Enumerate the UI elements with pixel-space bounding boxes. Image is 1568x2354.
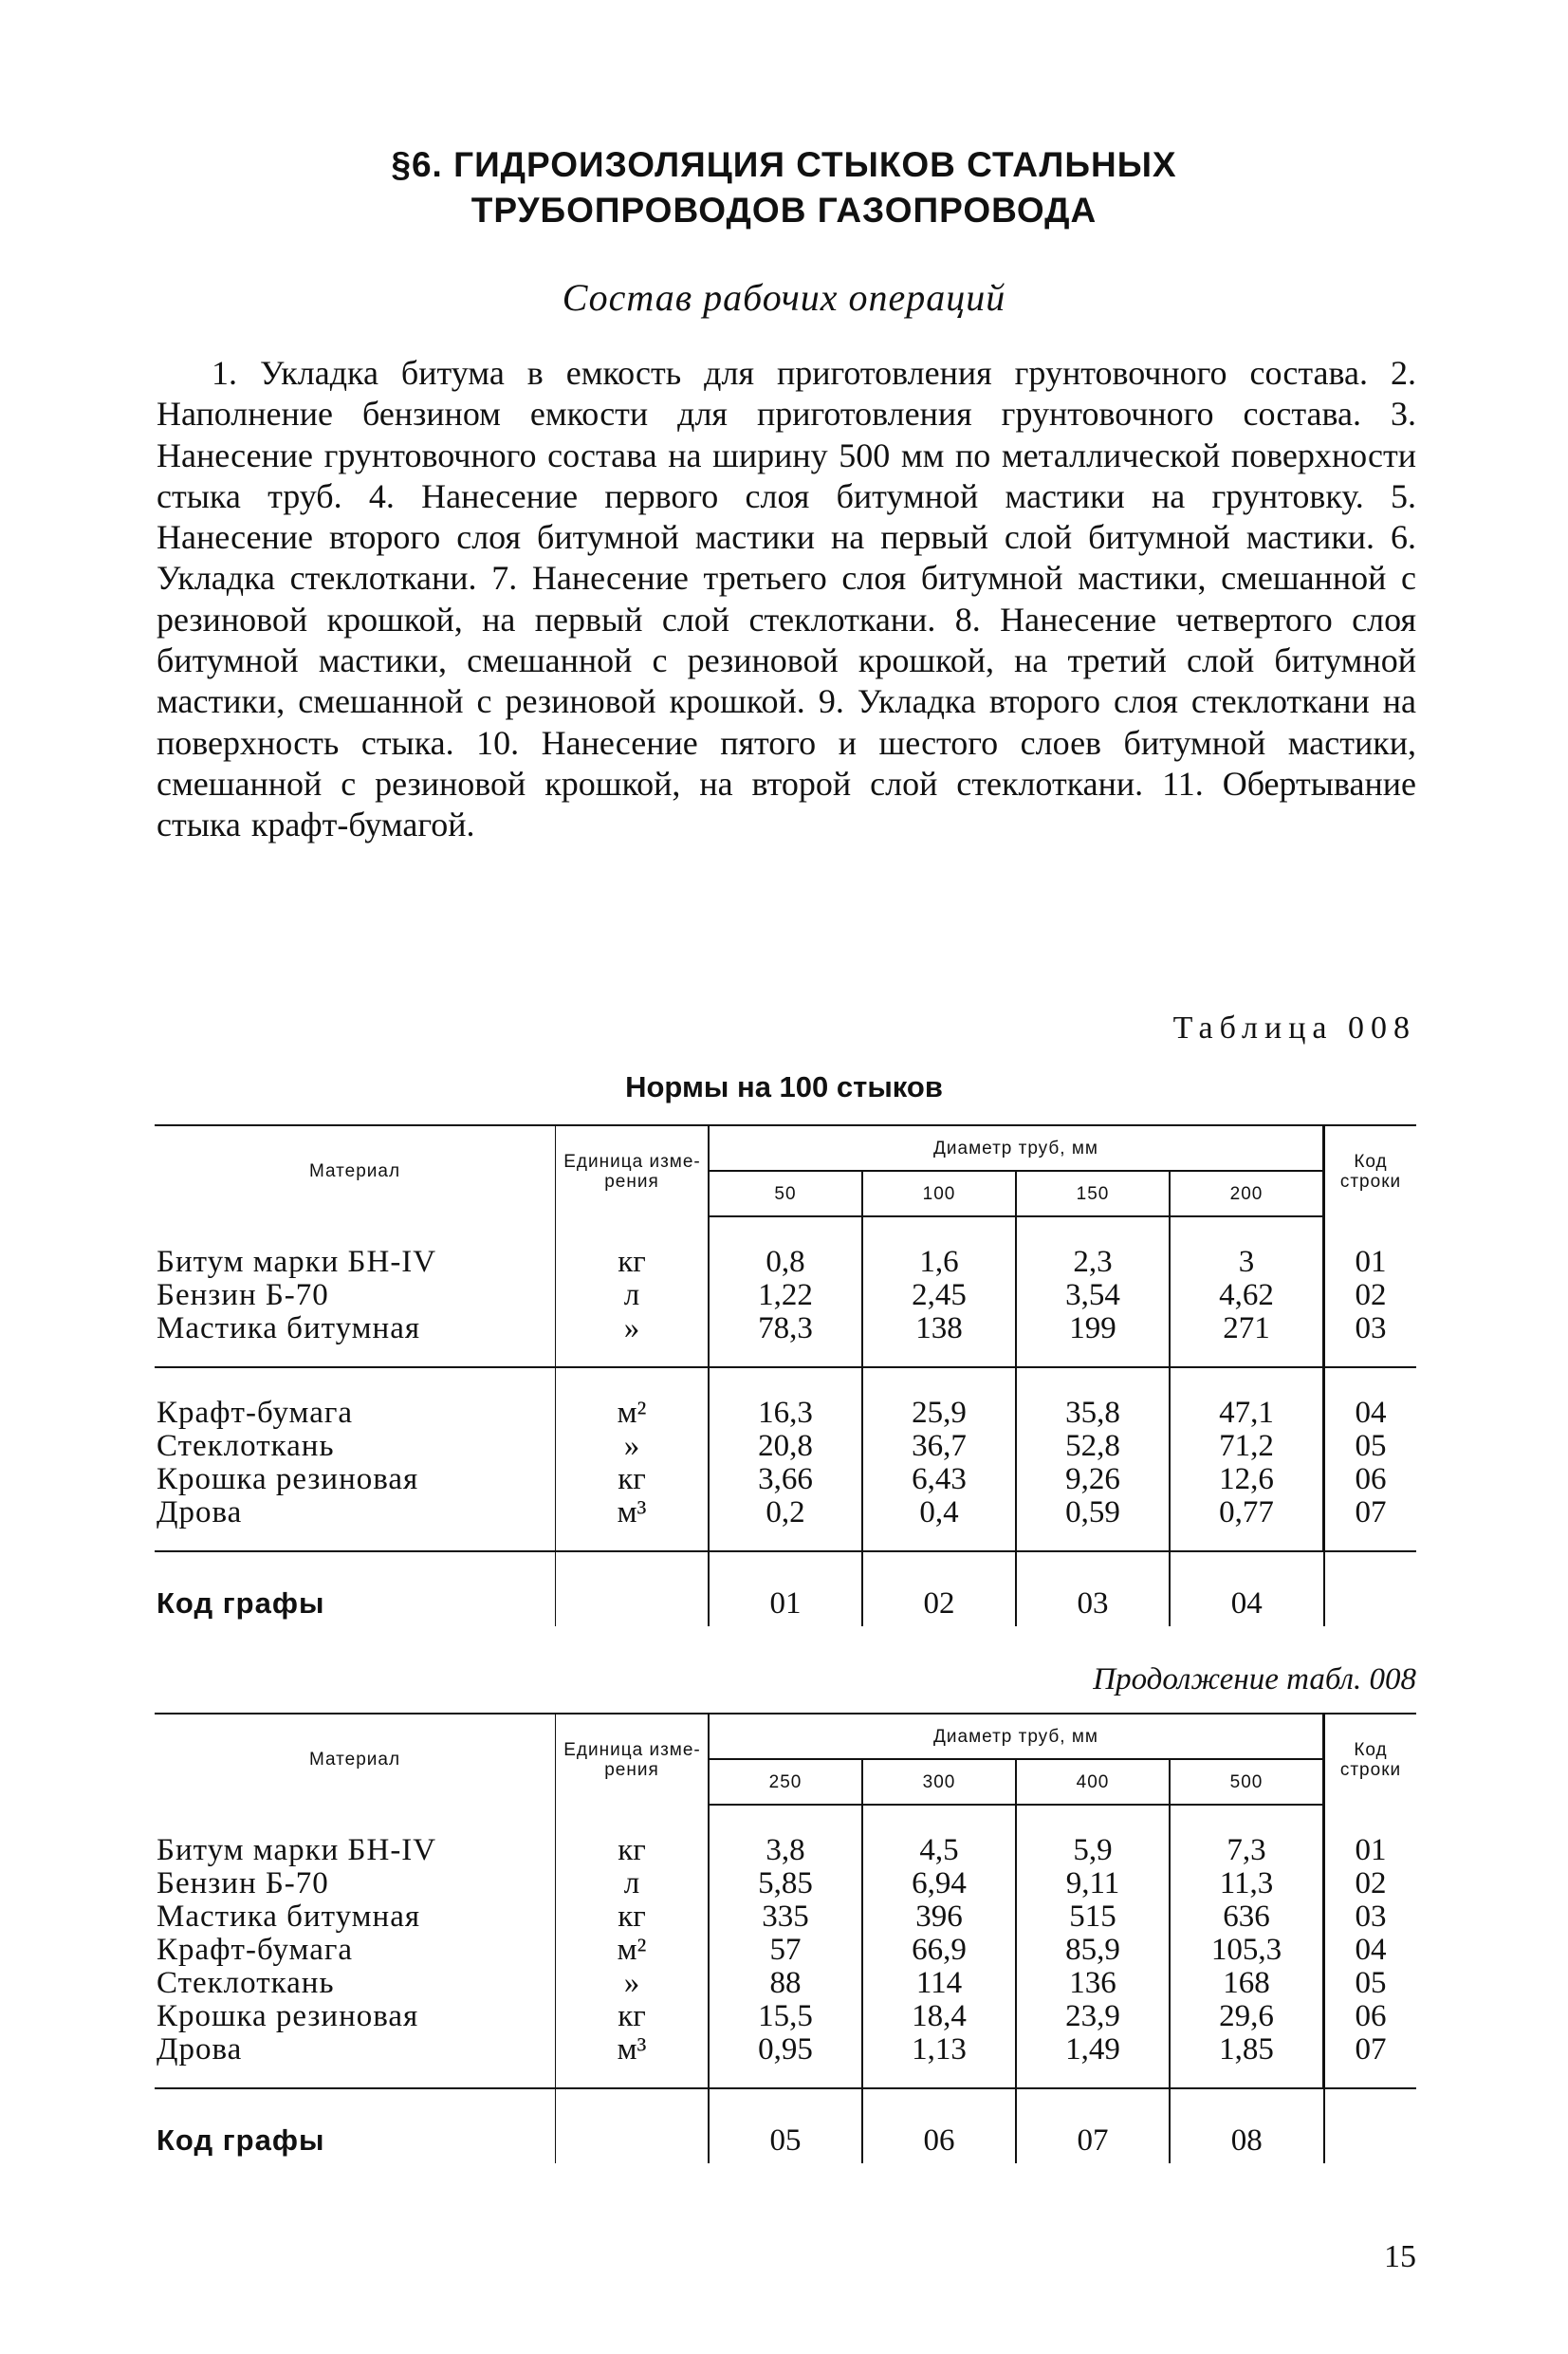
value-cell: 29,6 — [1170, 2000, 1324, 2033]
value-cell: 25,9 — [862, 1367, 1016, 1430]
continuation-label: Продолжение табл. 008 — [1093, 1662, 1416, 1696]
norms-table-continuation — [155, 1713, 1416, 2163]
header-row — [155, 1125, 1416, 1171]
row-code-cell: 06 — [1324, 1463, 1417, 1496]
value-cell: 114 — [862, 1967, 1016, 2000]
column-code-cell: 05 — [709, 2088, 862, 2163]
value-cell: 1,22 — [709, 1279, 862, 1312]
unit-cell: кг — [556, 1900, 710, 1934]
row-code-column-header: Код строки — [1324, 1125, 1417, 1216]
row-code-cell: 01 — [1324, 1805, 1417, 1867]
table-row — [155, 1367, 1416, 1430]
value-cell: 2,45 — [862, 1279, 1016, 1312]
diameter-column-header: 400 — [1016, 1759, 1170, 1805]
value-cell: 78,3 — [709, 1312, 862, 1367]
column-code-empty-cell — [1324, 1551, 1417, 1626]
table-row — [155, 1496, 1416, 1551]
row-code-cell: 03 — [1324, 1900, 1417, 1934]
unit-cell: кг — [556, 1216, 710, 1279]
value-cell: 0,95 — [709, 2033, 862, 2088]
value-cell: 1,13 — [862, 2033, 1016, 2088]
norms-table — [155, 1124, 1416, 1626]
row-code-column-header: Код строки — [1324, 1714, 1417, 1805]
column-code-cell: 07 — [1016, 2088, 1170, 2163]
table-label: Таблица 008 — [1172, 1010, 1416, 1046]
value-cell: 0,4 — [862, 1496, 1016, 1551]
value-cell: 335 — [709, 1900, 862, 1934]
value-cell: 4,5 — [862, 1805, 1016, 1867]
diameter-column-header: 250 — [709, 1759, 862, 1805]
value-cell: 9,11 — [1016, 1867, 1170, 1900]
value-cell: 23,9 — [1016, 2000, 1170, 2033]
row-code-cell: 02 — [1324, 1867, 1417, 1900]
unit-cell: » — [556, 1967, 710, 2000]
material-cell: Крафт-бумага — [155, 1367, 556, 1430]
table-row — [155, 1900, 1416, 1934]
value-cell: 18,4 — [862, 2000, 1016, 2033]
unit-column-header: Единица измерения — [556, 1125, 710, 1216]
table-header — [155, 1125, 1416, 1216]
value-cell: 3 — [1170, 1216, 1324, 1279]
material-cell: Стеклоткань — [155, 1967, 556, 2000]
diameter-column-header: 100 — [862, 1171, 1016, 1216]
value-cell: 5,9 — [1016, 1805, 1170, 1867]
table-row — [155, 1463, 1416, 1496]
diameter-group-header: Диаметр труб, мм — [709, 1714, 1324, 1759]
section-title-line-1: §6. ГИДРОИЗОЛЯЦИЯ СТЫКОВ СТАЛЬНЫХ — [391, 145, 1177, 184]
unit-cell: кг — [556, 1463, 710, 1496]
value-cell: 3,54 — [1016, 1279, 1170, 1312]
column-code-empty-cell — [1324, 2088, 1417, 2163]
row-code-cell: 02 — [1324, 1279, 1417, 1312]
table-footer — [155, 2088, 1416, 2163]
column-code-cell: 06 — [862, 2088, 1016, 2163]
value-cell: 0,59 — [1016, 1496, 1170, 1551]
unit-cell: м² — [556, 1367, 710, 1430]
table-row — [155, 1216, 1416, 1279]
unit-cell: кг — [556, 2000, 710, 2033]
value-cell: 47,1 — [1170, 1367, 1324, 1430]
unit-cell: м² — [556, 1934, 710, 1967]
material-cell: Битум марки БН-IV — [155, 1805, 556, 1867]
table-header — [155, 1714, 1416, 1805]
table-row-group — [155, 1367, 1416, 1551]
value-cell: 57 — [709, 1934, 862, 1967]
value-cell: 52,8 — [1016, 1430, 1170, 1463]
material-cell: Дрова — [155, 1496, 556, 1551]
section-subtitle: Состав рабочих операций — [562, 276, 1006, 319]
row-code-cell: 03 — [1324, 1312, 1417, 1367]
table-row — [155, 1867, 1416, 1900]
column-code-label: Код графы — [155, 1551, 556, 1626]
value-cell: 9,26 — [1016, 1463, 1170, 1496]
value-cell: 396 — [862, 1900, 1016, 1934]
value-cell: 5,85 — [709, 1867, 862, 1900]
value-cell: 271 — [1170, 1312, 1324, 1367]
value-cell: 515 — [1016, 1900, 1170, 1934]
value-cell: 4,62 — [1170, 1279, 1324, 1312]
column-code-label: Код графы — [155, 2088, 556, 2163]
value-cell: 16,3 — [709, 1367, 862, 1430]
value-cell: 7,3 — [1170, 1805, 1324, 1867]
material-cell: Крошка резиновая — [155, 1463, 556, 1496]
value-cell: 88 — [709, 1967, 862, 2000]
table-caption: Нормы на 100 стыков — [625, 1070, 943, 1103]
material-cell: Стеклоткань — [155, 1430, 556, 1463]
value-cell: 1,6 — [862, 1216, 1016, 1279]
column-code-cell: 01 — [709, 1551, 862, 1626]
material-cell: Дрова — [155, 2033, 556, 2088]
column-code-cell: 02 — [862, 1551, 1016, 1626]
value-cell: 6,94 — [862, 1867, 1016, 1900]
value-cell: 15,5 — [709, 2000, 862, 2033]
column-code-cell: 08 — [1170, 2088, 1324, 2163]
table-row-group — [155, 1805, 1416, 2088]
value-cell: 66,9 — [862, 1934, 1016, 1967]
page-number: 15 — [1384, 2239, 1416, 2274]
diameter-column-header: 300 — [862, 1759, 1016, 1805]
value-cell: 85,9 — [1016, 1934, 1170, 1967]
table-footer — [155, 1551, 1416, 1626]
unit-cell: л — [556, 1867, 710, 1900]
table-row — [155, 1430, 1416, 1463]
material-cell: Битум марки БН-IV — [155, 1216, 556, 1279]
unit-cell: » — [556, 1312, 710, 1367]
material-column-header: Материал — [155, 1125, 556, 1216]
table-row — [155, 2033, 1416, 2088]
row-code-cell: 04 — [1324, 1934, 1417, 1967]
section-title-line-2: ТРУБОПРОВОДОВ ГАЗОПРОВОДА — [470, 191, 1098, 230]
table-row-group — [155, 1216, 1416, 1367]
table-row — [155, 1967, 1416, 2000]
material-cell: Мастика битумная — [155, 1312, 556, 1367]
material-cell: Бензин Б-70 — [155, 1279, 556, 1312]
value-cell: 2,3 — [1016, 1216, 1170, 1279]
value-cell: 168 — [1170, 1967, 1324, 2000]
unit-cell: кг — [556, 1805, 710, 1867]
value-cell: 36,7 — [862, 1430, 1016, 1463]
table-row — [155, 1805, 1416, 1867]
unit-column-header: Единица измерения — [556, 1714, 710, 1805]
diameter-column-header: 150 — [1016, 1171, 1170, 1216]
material-cell: Бензин Б-70 — [155, 1867, 556, 1900]
operations-paragraph: 1. Укладка битума в емкость для приготовления грунтовочного состава. 2. Наполнение бензином емкости для приготовления грунтовочного состава. 3. Нанесение грунтовочного состава на ширину 500 мм по металлической поверхности стыка труб. 4. Нанесение первого слоя битумной мастики на грунтовку. 5. Нанесение второго слоя битумной мастики на первый слой битумной мастики. 6. Укладка стеклоткани. 7. Нанесение третьего слоя битумной мастики, смешанной с резиновой крошкой, на первый слой стеклоткани. 8. Нанесение четвертого слоя битумной мастики, смешанной с резиновой крошкой, на третий слой битумной мастики, смешанной с резиновой крошкой. 9. Укладка второго слоя стеклоткани на поверхность стыка. 10. Нанесение пятого и шестого слоев битумной мастики, смешанной с резиновой крошкой, на второй слой стеклоткани. 11. Обертывание стыка крафт-бумагой. — [157, 354, 1416, 844]
value-cell: 138 — [862, 1312, 1016, 1367]
row-code-cell: 06 — [1324, 2000, 1417, 2033]
diameter-column-header: 50 — [709, 1171, 862, 1216]
row-code-cell: 01 — [1324, 1216, 1417, 1279]
row-code-cell: 05 — [1324, 1430, 1417, 1463]
value-cell: 3,8 — [709, 1805, 862, 1867]
unit-cell: л — [556, 1279, 710, 1312]
column-code-row — [155, 2088, 1416, 2163]
unit-cell: » — [556, 1430, 710, 1463]
value-cell: 35,8 — [1016, 1367, 1170, 1430]
value-cell: 136 — [1016, 1967, 1170, 2000]
table-row — [155, 2000, 1416, 2033]
value-cell: 1,49 — [1016, 2033, 1170, 2088]
row-code-cell: 07 — [1324, 1496, 1417, 1551]
table-row — [155, 1312, 1416, 1367]
section-title — [0, 142, 1568, 233]
value-cell: 199 — [1016, 1312, 1170, 1367]
table-row — [155, 1279, 1416, 1312]
column-code-empty-cell — [556, 1551, 710, 1626]
value-cell: 1,85 — [1170, 2033, 1324, 2088]
value-cell: 0,2 — [709, 1496, 862, 1551]
diameter-column-header: 500 — [1170, 1759, 1324, 1805]
row-code-cell: 07 — [1324, 2033, 1417, 2088]
row-code-cell: 05 — [1324, 1967, 1417, 2000]
column-code-row — [155, 1551, 1416, 1626]
value-cell: 105,3 — [1170, 1934, 1324, 1967]
column-code-cell: 04 — [1170, 1551, 1324, 1626]
value-cell: 11,3 — [1170, 1867, 1324, 1900]
column-code-empty-cell — [556, 2088, 710, 2163]
value-cell: 6,43 — [862, 1463, 1016, 1496]
material-cell: Мастика битумная — [155, 1900, 556, 1934]
diameter-group-header: Диаметр труб, мм — [709, 1125, 1324, 1171]
value-cell: 12,6 — [1170, 1463, 1324, 1496]
material-cell: Крошка резиновая — [155, 2000, 556, 2033]
header-row — [155, 1714, 1416, 1759]
value-cell: 3,66 — [709, 1463, 862, 1496]
row-code-cell: 04 — [1324, 1367, 1417, 1430]
diameter-column-header: 200 — [1170, 1171, 1324, 1216]
table-row — [155, 1934, 1416, 1967]
value-cell: 0,8 — [709, 1216, 862, 1279]
value-cell: 636 — [1170, 1900, 1324, 1934]
value-cell: 0,77 — [1170, 1496, 1324, 1551]
value-cell: 71,2 — [1170, 1430, 1324, 1463]
column-code-cell: 03 — [1016, 1551, 1170, 1626]
unit-cell: м³ — [556, 2033, 710, 2088]
value-cell: 20,8 — [709, 1430, 862, 1463]
unit-cell: м³ — [556, 1496, 710, 1551]
material-cell: Крафт-бумага — [155, 1934, 556, 1967]
material-column-header: Материал — [155, 1714, 556, 1805]
